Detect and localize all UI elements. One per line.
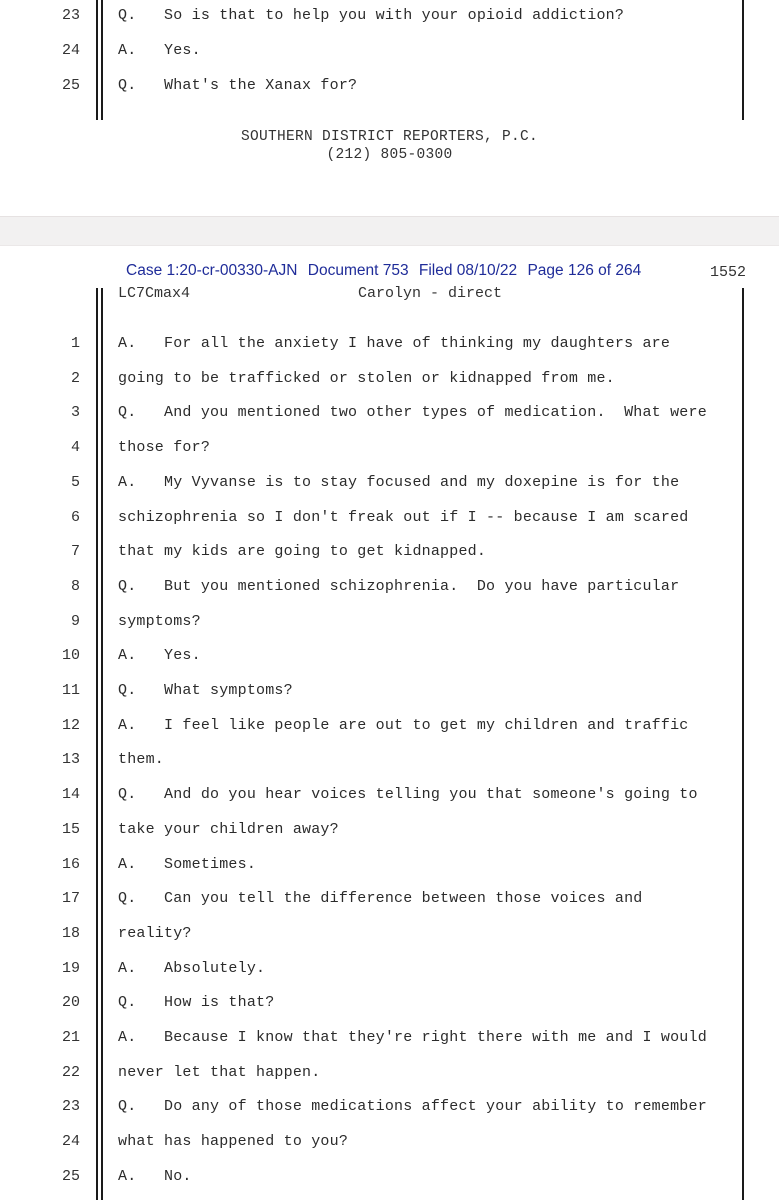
transcript-line [0, 883, 779, 917]
transcript-line [0, 640, 779, 674]
line-text: Q. And you mentioned two other types of medication. What were [118, 404, 707, 422]
line-number: 6 [70, 508, 80, 526]
transcript-line [0, 536, 779, 570]
line-number: 25 [61, 1167, 80, 1185]
line-number: 10 [61, 647, 80, 665]
line-text: what has happened to you? [118, 1133, 349, 1151]
line-text: symptoms? [118, 612, 201, 630]
line-number: 3 [70, 404, 80, 422]
line-text: schizophrenia so I don't freak out if I -- because I am scared [118, 508, 689, 526]
line-text: those for? [118, 439, 211, 457]
line-number: 15 [61, 820, 80, 838]
transcript-line [0, 432, 779, 466]
page-separator [0, 216, 779, 246]
reporter-name: SOUTHERN DISTRICT REPORTERS, P.C. [240, 129, 539, 145]
line-number: 25 [61, 77, 80, 94]
page-of-total: Page 126 of 264 [527, 262, 642, 279]
transcript-line [0, 35, 779, 69]
case-header [126, 262, 647, 280]
transcript-line [0, 1161, 779, 1195]
line-number: 20 [61, 994, 80, 1012]
line-text: A. I feel like people are out to get my children and traffic [118, 716, 689, 734]
transcript-line [0, 849, 779, 883]
transcript-line [0, 953, 779, 987]
line-text: Q. Do any of those medications affect your ability to remember [118, 1098, 707, 1116]
transcript-line [0, 397, 779, 431]
transcript-line [0, 675, 779, 709]
line-text: Q. Can you tell the difference between those voices and [118, 890, 643, 908]
line-number: 4 [70, 439, 80, 457]
line-number: 11 [61, 682, 80, 699]
line-number: 23 [61, 7, 80, 24]
line-text: A. Sometimes. [118, 855, 257, 873]
transcript-line [0, 918, 779, 952]
line-number: 19 [61, 959, 80, 977]
line-number: 2 [70, 369, 80, 387]
line-number: 21 [61, 1029, 80, 1046]
line-text: reality? [118, 924, 192, 942]
line-number: 9 [70, 612, 80, 630]
transcript-line [0, 328, 779, 362]
line-number: 1 [70, 335, 80, 352]
line-text: Q. What symptoms? [118, 682, 293, 699]
line-text: Q. And do you hear voices telling you that someone's going to [118, 786, 698, 804]
line-text: Q. What's the Xanax for? [118, 77, 358, 94]
line-text: take your children away? [118, 820, 339, 838]
transcript-line [0, 502, 779, 536]
case-number: Case 1:20-cr-00330-AJN [126, 262, 298, 279]
transcript-line [0, 710, 779, 744]
transcript-line [0, 1057, 779, 1091]
running-head-witness: Carolyn - direct [358, 285, 503, 302]
line-number: 5 [70, 473, 80, 491]
line-number: 22 [61, 1063, 80, 1081]
transcript-line [0, 1022, 779, 1056]
line-number: 16 [61, 855, 80, 873]
line-number: 23 [61, 1098, 80, 1116]
line-text: going to be trafficked or stolen or kidnapped from me. [118, 369, 615, 387]
line-number: 24 [61, 1133, 80, 1151]
transcript-line [0, 987, 779, 1021]
transcript-line [0, 467, 779, 501]
transcript-line [0, 814, 779, 848]
line-text: A. Because I know that they're right there with me and I would [118, 1029, 707, 1046]
transcript-line [0, 1126, 779, 1160]
line-text: that my kids are going to get kidnapped. [118, 543, 487, 561]
running-head-code: LC7Cmax4 [118, 285, 191, 302]
line-number: 7 [70, 543, 80, 561]
line-text: Q. How is that? [118, 994, 275, 1012]
document-number: Document 753 [307, 262, 409, 279]
line-text: never let that happen. [118, 1063, 321, 1081]
transcript-line [0, 0, 779, 34]
line-number: 12 [61, 716, 80, 734]
line-number: 13 [61, 751, 80, 769]
transcript-line [0, 744, 779, 778]
transcript-page-top [0, 0, 779, 216]
filed-date: Filed 08/10/22 [418, 262, 518, 279]
line-number: 24 [61, 42, 80, 59]
line-text: A. Yes. [118, 42, 201, 59]
transcript-line [0, 779, 779, 813]
line-text: A. Absolutely. [118, 959, 266, 977]
line-text: Q. But you mentioned schizophrenia. Do you have particular [118, 577, 680, 595]
line-text: A. For all the anxiety I have of thinking my daughters are [118, 335, 671, 352]
line-number: 17 [61, 890, 80, 908]
line-text: them. [118, 751, 165, 769]
transcript-line [0, 606, 779, 640]
transcript-line [0, 1091, 779, 1125]
line-number: 8 [70, 577, 80, 595]
transcript-page-bottom [0, 246, 779, 1200]
line-text: Q. So is that to help you with your opioid addiction? [118, 7, 625, 24]
line-text: A. My Vyvanse is to stay focused and my doxepine is for the [118, 473, 680, 491]
transcript-line [0, 70, 779, 104]
transcript-line [0, 363, 779, 397]
reporter-phone: (212) 805-0300 [326, 147, 453, 163]
line-text: A. No. [118, 1167, 192, 1185]
line-number: 14 [61, 786, 80, 804]
transcript-line [0, 571, 779, 605]
line-number: 18 [61, 924, 80, 942]
transcript-page-number: 1552 [709, 264, 746, 281]
line-text: A. Yes. [118, 647, 201, 665]
